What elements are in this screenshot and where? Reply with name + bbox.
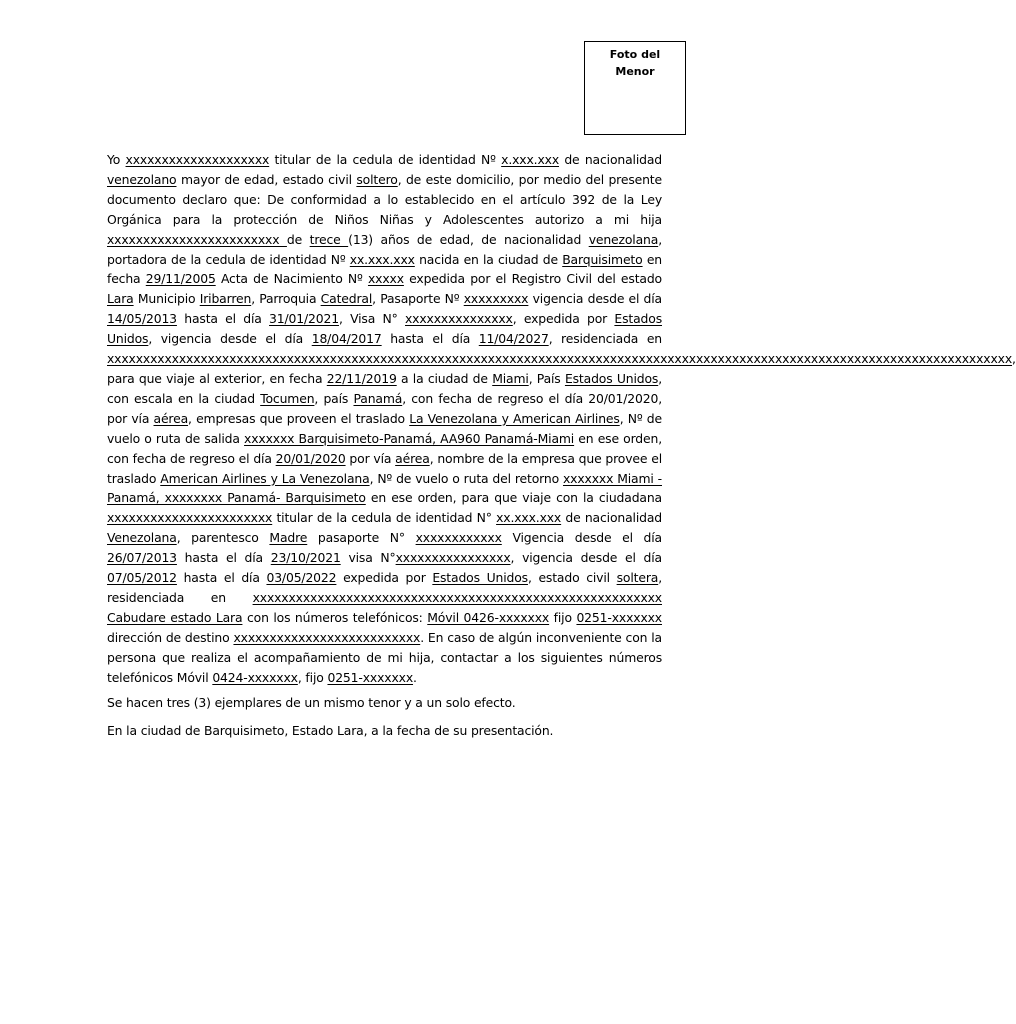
underlined-field: xxxxxxxxxxxxxxxxxxxx — [125, 152, 270, 167]
document-body — [107, 150, 1016, 749]
closing-place-line: En la ciudad de Barquisimeto, Estado Lara, a la fecha de su presentación. — [107, 723, 554, 739]
paragraph-text: , nombre de la empresa que provee el traslado — [107, 450, 662, 486]
underlined-field: soltero — [356, 171, 398, 187]
underlined-field: Estados Unidos — [107, 311, 662, 347]
underlined-field: xxxxxxxxxxxx — [415, 530, 502, 546]
underlined-field: aérea — [395, 450, 430, 466]
paragraph-text: , Parroquia — [251, 291, 321, 307]
underlined-field: Venezolana — [107, 530, 177, 546]
paragraph-text: Municipio — [133, 291, 200, 307]
paragraph-text: , Nº de vuelo o ruta del retorno — [369, 470, 563, 486]
paragraph-text: Yo — [107, 152, 126, 167]
paragraph-text: , residenciada en — [107, 570, 663, 605]
underlined-field: xx.xxx.xxx — [496, 510, 562, 526]
underlined-field: 0251-xxxxxxx — [327, 669, 414, 685]
authorization-paragraph — [107, 150, 1016, 687]
underlined-field: xxxxxxxxxxxxxxxx — [395, 550, 511, 566]
paragraph-text: , País — [528, 370, 565, 386]
underlined-field: 31/01/2021 — [269, 311, 339, 327]
underlined-field: 11/04/2027 — [478, 331, 549, 347]
paragraph-text: , Visa N° — [338, 311, 405, 327]
paragraph-text: vigencia desde el día — [528, 291, 662, 307]
paragraph-text: hasta el día — [176, 550, 271, 566]
paragraph-text: dirección de destino — [107, 629, 234, 645]
paragraph-text: , vigencia desde el día — [148, 331, 312, 347]
underlined-field: Barquisimeto — [562, 251, 643, 267]
underlined-field: xxxxxxxxxxxxxxxxxxxxxxxxxxxxxxxxxxxxxxxxxxxxxxxxxxxxxxxxxxxxxxxxxxxxxxxxxxxxxxxxxxxxxxxxxxxxxxxxxxxxxxxxxxxxxxxxxxxxxxxxxxxxxx — [107, 351, 1013, 367]
paragraph-text: (13) años de edad, de nacionalidad — [348, 231, 589, 247]
paragraph-text: , parentesco — [176, 530, 270, 546]
underlined-field: xx.xxx.xxx — [349, 251, 415, 267]
paragraph-text: mayor de edad, estado civil — [176, 171, 357, 187]
underlined-field: 18/04/2017 — [311, 331, 382, 347]
paragraph-text: , residenciada en — [548, 331, 662, 347]
underlined-field: Catedral — [320, 291, 373, 307]
paragraph-text: , estado civil — [527, 570, 617, 586]
underlined-field: xxxxxxxxxxxxxxxxxxxxxxx — [107, 510, 273, 526]
paragraph-text: fijo — [549, 609, 577, 625]
paragraph-text: de — [286, 231, 310, 247]
underlined-field: xxxxxxx Miami -Panamá, xxxxxxxx Panamá- Barquisimeto — [107, 470, 662, 506]
paragraph-text: titular de la cedula de identidad Nº — [269, 152, 502, 167]
underlined-field: 23/10/2021 — [270, 550, 341, 566]
underlined-field: Estados Unidos — [432, 570, 528, 586]
underlined-field: xxxxxxxxxxxxxxxxxxxxxxxxxxxxxxxxxxxxxxxxxxxxxxxxxxxxxxxxx Cabudare estado Lara — [107, 589, 662, 625]
underlined-field: American Airlines y La Venezolana — [160, 470, 370, 486]
underlined-field: xxxxxxxxxxxxxxx — [405, 311, 513, 327]
underlined-field: 26/07/2013 — [107, 550, 177, 566]
underlined-field: xxxxxxxxxxxxxxxxxxxxxxxxxx — [233, 629, 421, 645]
paragraph-text: expedida por — [336, 570, 433, 586]
paragraph-text: por vía — [345, 450, 396, 466]
paragraph-text: hasta el día — [176, 570, 267, 586]
underlined-field: trece — [309, 231, 349, 247]
underlined-field: x.xxx.xxx — [501, 152, 560, 167]
underlined-field: xxxxxxxxx — [463, 291, 529, 307]
paragraph-text: de nacionalidad — [561, 510, 662, 526]
paragraph-text: en ese orden, para que viaje con la ciudadana — [365, 490, 662, 506]
photo-label-line1: Foto del — [609, 48, 661, 61]
paragraph-text: , fijo — [297, 669, 328, 685]
paragraph-text: nacida en la ciudad de — [414, 251, 563, 267]
paragraph-text: en fecha — [107, 251, 663, 287]
underlined-field: aérea — [153, 410, 189, 426]
underlined-field: xxxxxxxxxxxxxxxxxxxxxxxx — [107, 231, 287, 247]
paragraph-text: , vigencia desde el día — [510, 550, 662, 566]
photo-label-line2: Menor — [615, 65, 655, 78]
paragraph-text: de nacionalidad — [559, 152, 662, 167]
underlined-field: 03/05/2022 — [266, 570, 337, 586]
paragraph-text: hasta el día — [176, 311, 270, 327]
underlined-field: Lara — [107, 291, 134, 307]
underlined-field: 0251-xxxxxxx — [576, 609, 662, 625]
underlined-field: 0424-xxxxxxx — [212, 669, 298, 685]
underlined-field: Iribarren — [199, 291, 252, 307]
paragraph-text: . En caso de algún inconveniente con la persona que realiza el acompañamiento de mi hija, contactar a los siguientes números telefónicos Móvil — [107, 629, 662, 685]
paragraph-text: , de este domicilio, por medio del presente documento declaro que: De conformidad a lo establecido en el artículo 392 de la Ley Orgánica para la protección de Niños Niñas y Adolescentes autorizo a mi hija — [107, 171, 662, 227]
paragraph-text: , Pasaporte Nº — [372, 291, 464, 307]
paragraph-text: Acta de Nacimiento Nº — [215, 271, 368, 287]
underlined-field: 07/05/2012 — [107, 570, 177, 586]
paragraph-text: . — [413, 669, 417, 685]
underlined-field: La Venezolana y American Airlines — [409, 410, 620, 426]
paragraph-text: expedida por el Registro Civil del estado — [403, 271, 662, 287]
underlined-field: 29/11/2005 — [145, 271, 216, 287]
underlined-field: soltera — [616, 570, 659, 586]
underlined-field: Miami — [492, 370, 529, 386]
paragraph-text: , con fecha de regreso el día 20/01/2020, por vía — [107, 390, 662, 426]
underlined-field: 20/01/2020 — [275, 450, 346, 466]
paragraph-text: con los números telefónicos: — [242, 609, 428, 625]
underlined-field: Móvil 0426-xxxxxxx — [427, 609, 550, 625]
paragraph-text: titular de la cedula de identidad N° — [272, 510, 497, 526]
paragraph-text: hasta el día — [381, 331, 479, 347]
underlined-field: Estados Unidos — [564, 370, 659, 386]
underlined-field: 22/11/2019 — [326, 370, 397, 386]
underlined-field: Panamá — [353, 390, 403, 406]
underlined-field: venezolana — [588, 231, 659, 247]
underlined-field: Madre — [269, 530, 308, 546]
paragraph-text: a la ciudad de — [396, 370, 493, 386]
underlined-field: venezolano — [107, 171, 177, 187]
paragraph-text: Vigencia desde el día — [501, 530, 662, 546]
paragraph-text: , país — [314, 390, 354, 406]
paragraph-text: , Nº de vuelo o ruta de salida — [107, 410, 662, 446]
paragraph-text: , expedida por — [512, 311, 615, 327]
underlined-field: 14/05/2013 — [107, 311, 177, 327]
paragraph-text: en ese orden, con fecha de regreso el día — [107, 430, 662, 466]
photo-placeholder-box — [584, 41, 686, 135]
underlined-field: xxxxx — [367, 271, 404, 287]
underlined-field: xxxxxxx Barquisimeto-Panamá, AA960 Panamá-Miami — [244, 430, 575, 446]
paragraph-text: pasaporte N° — [307, 530, 416, 546]
closing-copies-line: Se hacen tres (3) ejemplares de un mismo tenor y a un solo efecto. — [107, 695, 516, 711]
paragraph-text: , para que viaje al exterior, en fecha — [107, 351, 1016, 386]
underlined-field: Tocumen — [260, 390, 315, 406]
paragraph-text: , portadora de la cedula de identidad Nº — [107, 231, 662, 267]
paragraph-text: , empresas que proveen el traslado — [188, 410, 410, 426]
paragraph-text: , con escala en la ciudad — [107, 370, 663, 406]
paragraph-text: visa N° — [340, 550, 396, 566]
